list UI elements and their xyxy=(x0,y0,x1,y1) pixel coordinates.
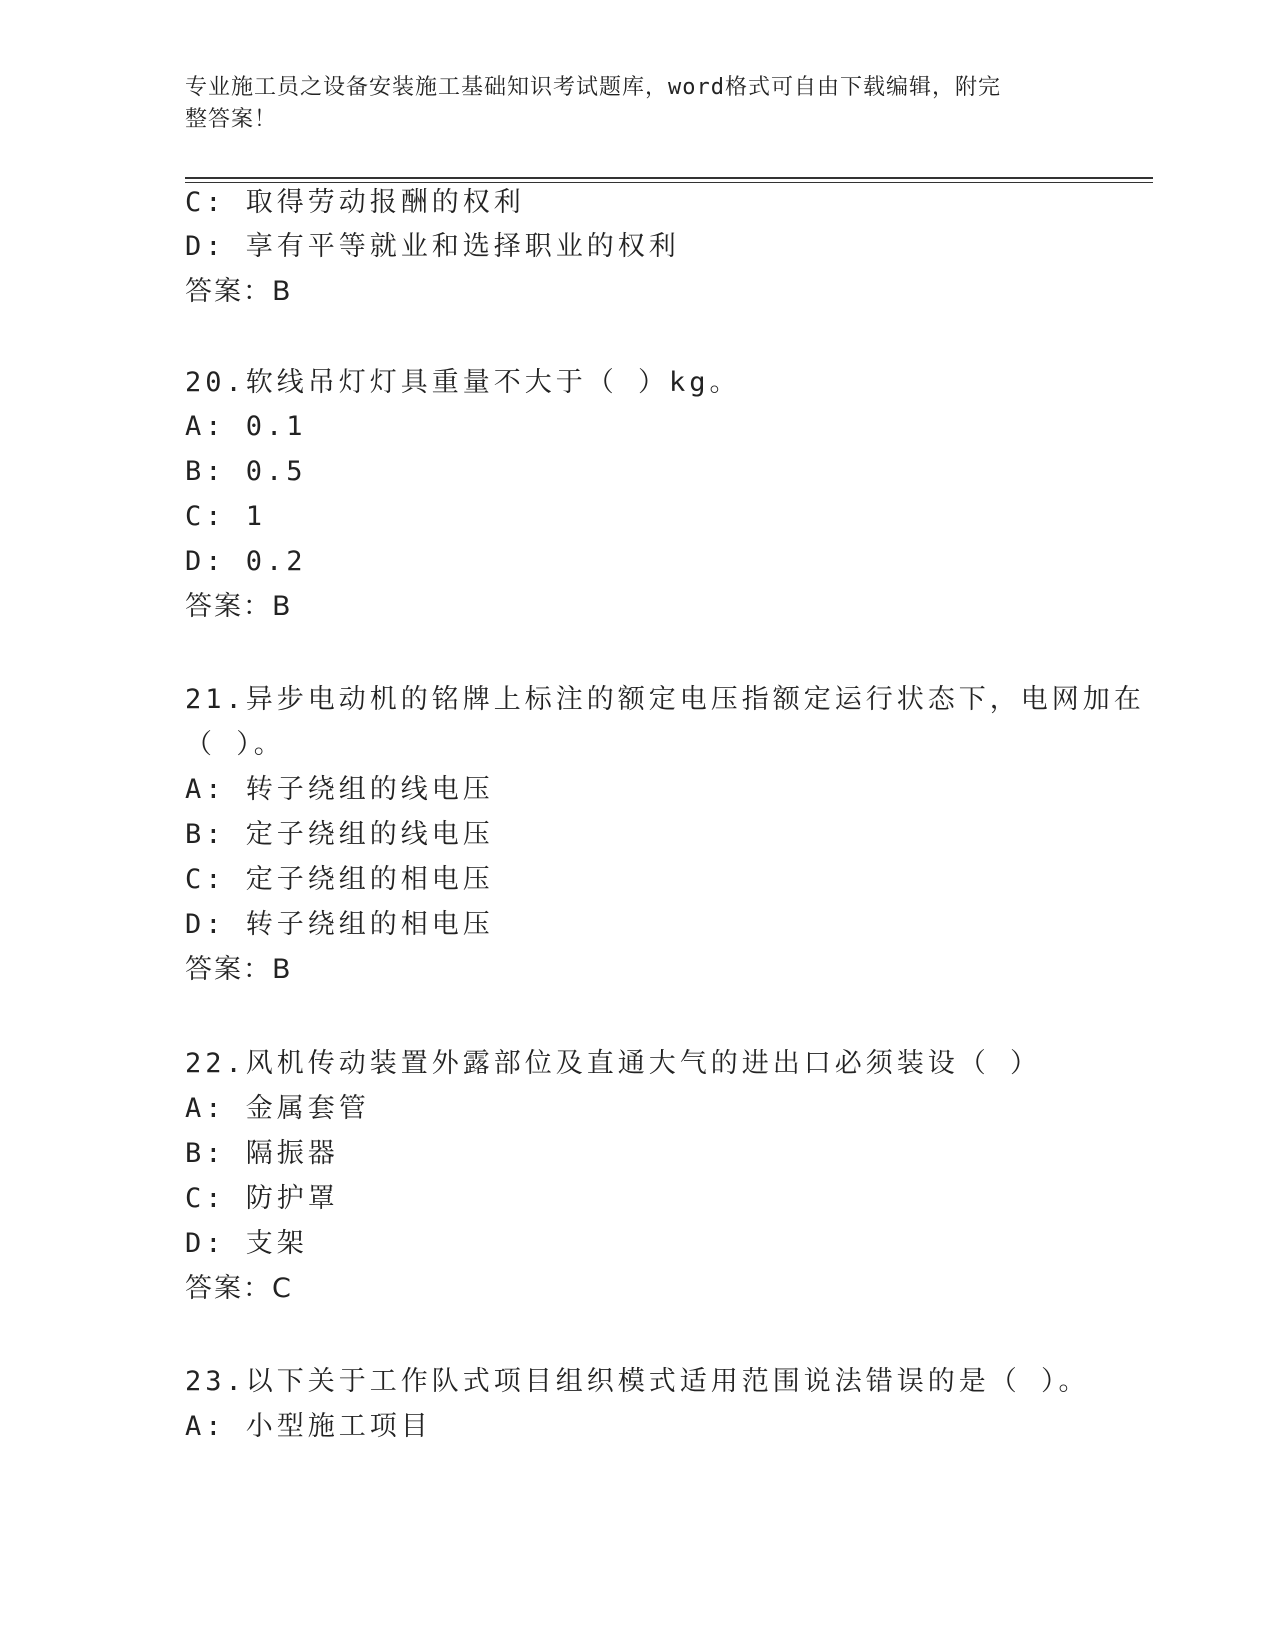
q21-option-b: B: 定子绕组的线电压 xyxy=(185,819,494,850)
q21-stem-line-2: （ ）。 xyxy=(185,729,285,760)
q20-stem: 20.软线吊灯灯具重量不大于（ ）kg。 xyxy=(185,367,741,398)
q20-option-a: A: 0.1 xyxy=(185,411,307,442)
header-rule-thick xyxy=(185,177,1153,179)
q23-option-a: A: 小型施工项目 xyxy=(185,1411,432,1442)
q21-option-d: D: 转子绕组的相电压 xyxy=(185,909,494,940)
document-header xyxy=(185,72,1065,136)
q22-option-d: D: 支架 xyxy=(185,1228,308,1259)
prev-answer: 答案：B xyxy=(185,276,293,307)
q21-stem-line-1: 21.异步电动机的铭牌上标注的额定电压指额定运行状态下，电网加在 xyxy=(185,684,1145,715)
q21-option-c: C: 定子绕组的相电压 xyxy=(185,864,494,895)
q20-option-c: C: 1 xyxy=(185,501,267,532)
q20-option-b: B: 0.5 xyxy=(185,456,307,487)
q21-option-a: A: 转子绕组的线电压 xyxy=(185,774,494,805)
q22-option-c: C: 防护罩 xyxy=(185,1183,339,1214)
q22-stem: 22.风机传动装置外露部位及直通大气的进出口必须装设（ ） xyxy=(185,1048,1042,1079)
q20-option-d: D: 0.2 xyxy=(185,546,307,577)
header-line-1: 专业施工员之设备安装施工基础知识考试题库，word格式可自由下载编辑，附完 xyxy=(185,75,1001,100)
prev-option-d: D: 享有平等就业和选择职业的权利 xyxy=(185,231,680,262)
q22-option-a: A: 金属套管 xyxy=(185,1093,370,1124)
q22-option-b: B: 隔振器 xyxy=(185,1138,339,1169)
q20-answer: 答案：B xyxy=(185,591,293,622)
q22-answer: 答案：C xyxy=(185,1273,293,1304)
q23-stem: 23.以下关于工作队式项目组织模式适用范围说法错误的是（ ）。 xyxy=(185,1366,1090,1397)
header-rule-thin xyxy=(185,182,1153,183)
header-line-2: 整答案！ xyxy=(185,107,278,132)
q21-answer: 答案：B xyxy=(185,954,293,985)
prev-option-c: C: 取得劳动报酬的权利 xyxy=(185,187,525,218)
